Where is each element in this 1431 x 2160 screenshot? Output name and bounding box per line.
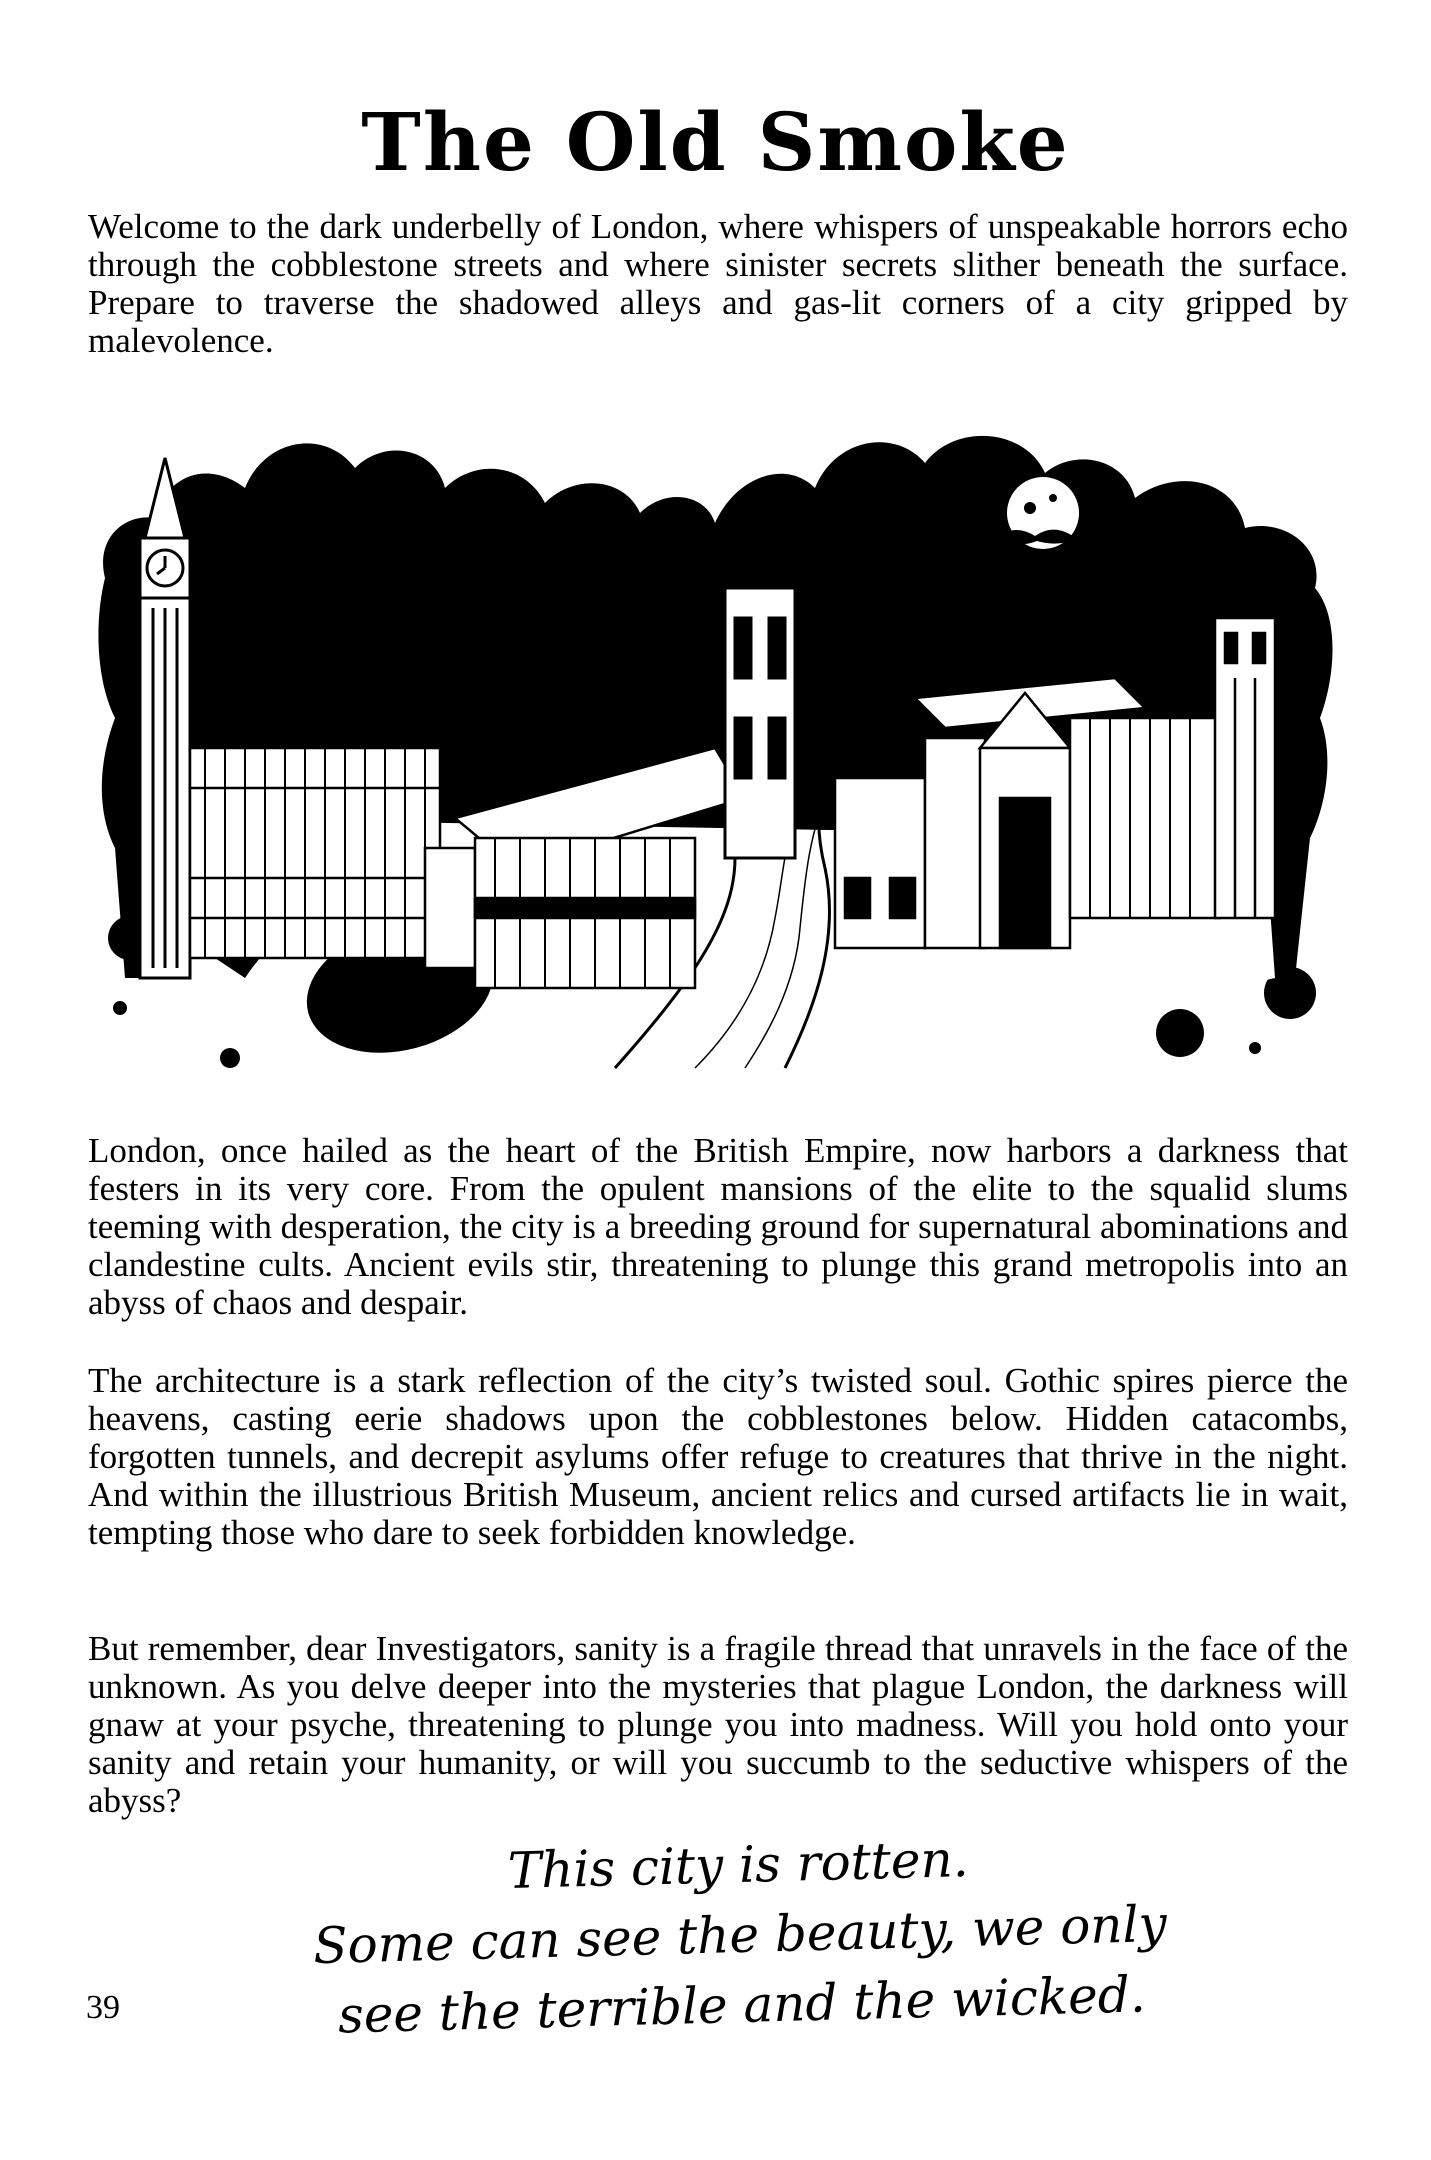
clock-tower — [140, 458, 190, 978]
handwritten-note — [197, 1816, 1282, 2054]
body-paragraph: But remember, dear Investigators, sanity is a fragile thread that unravels in the face of the unknown. As you delve deeper into the mysteries that plague London, the darkness will gnaw at your psyche, threatening to plunge you into madness. Will you hold onto your sanity and retain your humanity, or will you succumb to the seductive whispers of the abyss? — [88, 1629, 1348, 1820]
gothic-tower — [725, 588, 795, 858]
handwritten-line: Some can see the beauty, we only — [312, 1894, 1168, 1976]
page-number: 39 — [86, 1989, 120, 2026]
london-skyline-illustration — [95, 418, 1340, 1078]
page-title: The Old Smoke — [361, 95, 1070, 189]
handwritten-line: see the terrible and the wicked. — [337, 1965, 1147, 2045]
intro-paragraph: Welcome to the dark underbelly of London, where whispers of unspeakable horrors echo through the cobblestone streets and where sinister secrets slither beneath the surface. Prepare to traverse the shadowed alleys and gas-lit corners of a city gripped by malevolence. — [88, 207, 1348, 360]
body-paragraph: The architecture is a stark reflection of the city’s twisted soul. Gothic spires pierce the heavens, casting eerie shadows upon the cobblestones below. Hidden catacombs, forgotten tunnels, and decrepit asylums offer refuge to creatures that thrive in the night. And within the illustrious British Museum, ancient relics and cursed artifacts lie in wait, tempting those who dare to seek forbidden knowledge. — [88, 1361, 1348, 1552]
body-paragraph: London, once hailed as the heart of the British Empire, now harbors a darkness that festers in its very core. From the opulent mansions of the elite to the squalid slums teeming with desperation, the city is a breeding ground for supernatural abominations and clandestine cults. Ancient evils stir, threatening to plunge this grand metropolis into an abyss of chaos and despair. — [88, 1131, 1348, 1322]
handwritten-line: This city is rotten. — [507, 1830, 970, 1901]
parliament-building — [190, 748, 440, 958]
